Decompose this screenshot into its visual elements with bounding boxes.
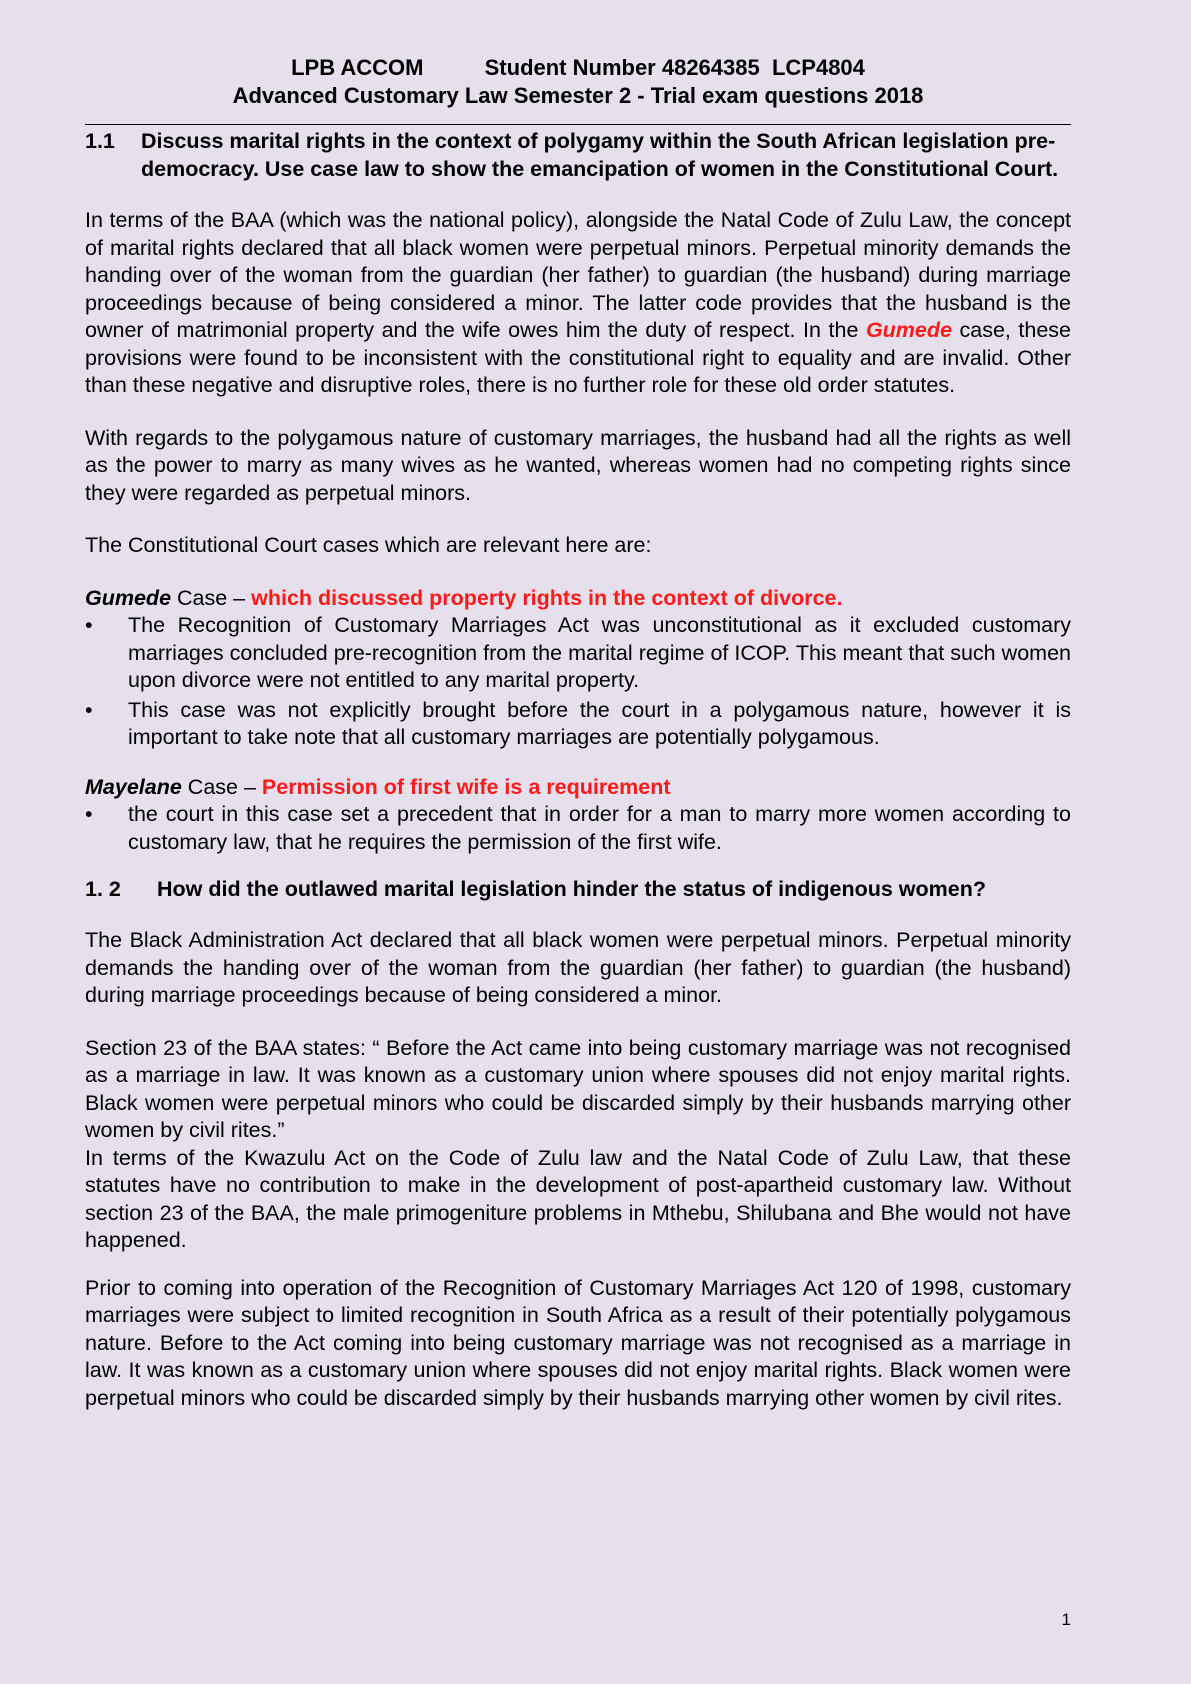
case-name: Mayelane [85, 774, 182, 799]
list-item [85, 801, 1071, 856]
header-line-1 [85, 54, 1071, 82]
list-item [85, 612, 1071, 695]
paragraph [85, 207, 1071, 400]
question-text: How did the outlawed marital legislation hinder the status of indigenous women? [157, 877, 986, 901]
paragraph: The Constitutional Court cases which are relevant here are: [85, 533, 652, 557]
bullet-icon: • [85, 802, 93, 826]
case-summary: Permission of first wife is a requirement [261, 774, 671, 799]
case-reference: Gumede [865, 318, 952, 342]
bullet-list [85, 801, 1071, 856]
page-number: 1 [1061, 1610, 1071, 1629]
paragraph: The Black Administration Act declared that all black women were perpetual minors. Perpetual minority demands the handing over of the woman from the guardian (her father) to guardian (the husband) during marriage proceedings because of being considered a minor. [85, 928, 1071, 1007]
case-heading [85, 774, 1071, 802]
document-page [85, 54, 1071, 1412]
paragraph: Prior to coming into operation of the Recognition of Customary Marriages Act 120 of 1998, customary marriages were subject to limited recognition in South Africa as a result of their potentially polygamous nature. Before to the Act coming into being customary marriage was not recognised as a marriage in law. It was known as a customary union where spouses did not enjoy marital rights. Black women were perpetual minors who could be discarded simply by their husbands marrying other women by civil rites. [85, 1275, 1071, 1410]
case-label: Case – [171, 585, 252, 610]
question-1-heading [85, 127, 1071, 183]
case-name: Gumede [85, 585, 172, 610]
header-divider [85, 124, 1071, 125]
document-header [85, 54, 1071, 110]
bullet-list [85, 612, 1071, 752]
case-heading [85, 585, 1071, 613]
case-summary: which discussed property rights in the context of divorce. [251, 585, 843, 610]
question-number: 1. 2 [85, 877, 121, 901]
list-item-text: the court in this case set a precedent that in order for a man to marry more women according to customary law, that he requires the permission of the first wife. [128, 802, 1071, 854]
header-student-info: Student Number 48264385 LCP4804 [484, 55, 865, 80]
paragraph: In terms of the Kwazulu Act on the Code of Zulu law and the Natal Code of Zulu Law, that these statutes have no contribution to make in the development of post-apartheid customary law. Without section 23 of the BAA, the male primogeniture problems in Mthebu, Shilubana and Bhe would not have happened. [85, 1145, 1071, 1252]
header-line-2: Advanced Customary Law Semester 2 - Trial exam questions 2018 [232, 83, 924, 108]
question-2-heading [85, 875, 1071, 903]
case-label: Case – [181, 774, 262, 799]
question-number: 1.1 [85, 129, 115, 153]
paragraph-text: case, these provisions were found to be inconsistent with the constitutional right to equality and are invalid. Other than these negative and disruptive roles, there is no further role for these old order statutes. [85, 318, 1072, 397]
paragraph: Section 23 of the BAA states: “ Before the Act came into being customary marriage was not recognised as a marriage in law. It was known as a customary union where spouses did not enjoy marital rights. Black women were perpetual minors who could be discarded simply by their husbands marrying other women by civil rites.” [85, 1035, 1071, 1142]
list-item [85, 697, 1071, 752]
bullet-icon: • [85, 697, 93, 722]
header-org: LPB ACCOM [291, 55, 424, 80]
paragraph-text: In terms of the BAA (which was the national policy), alongside the Natal Code of Zulu Law, the concept of marital rights declared that all black women were perpetual minors. Perpetual minority demands the handing over of the woman from the guardian (her father) to guardian (the husband) during marriage proceedings because of being considered a minor. The latter code provides that the husband is the owner of matrimonial property and the wife owes him the duty of respect. In the [85, 208, 1071, 342]
list-item-text: The Recognition of Customary Marriages Act was unconstitutional as it excluded customary marriages concluded pre-recognition from the marital regime of ICOP. This meant that such women upon divorce were not entitled to any marital property. [128, 613, 1071, 692]
list-item-text: This case was not explicitly brought before the court in a polygamous nature, however it is important to take note that all customary marriages are potentially polygamous. [128, 697, 1071, 749]
paragraph: With regards to the polygamous nature of customary marriages, the husband had all the rights as well as the power to marry as many wives as he wanted, whereas women had no competing rights since they were regarded as perpetual minors. [85, 425, 1071, 505]
question-text: Discuss marital rights in the context of polygamy within the South African legislation pre-democracy. Use case law to show the emancipation of women in the Constitutional Court. [141, 129, 1059, 181]
bullet-icon: • [85, 613, 93, 637]
